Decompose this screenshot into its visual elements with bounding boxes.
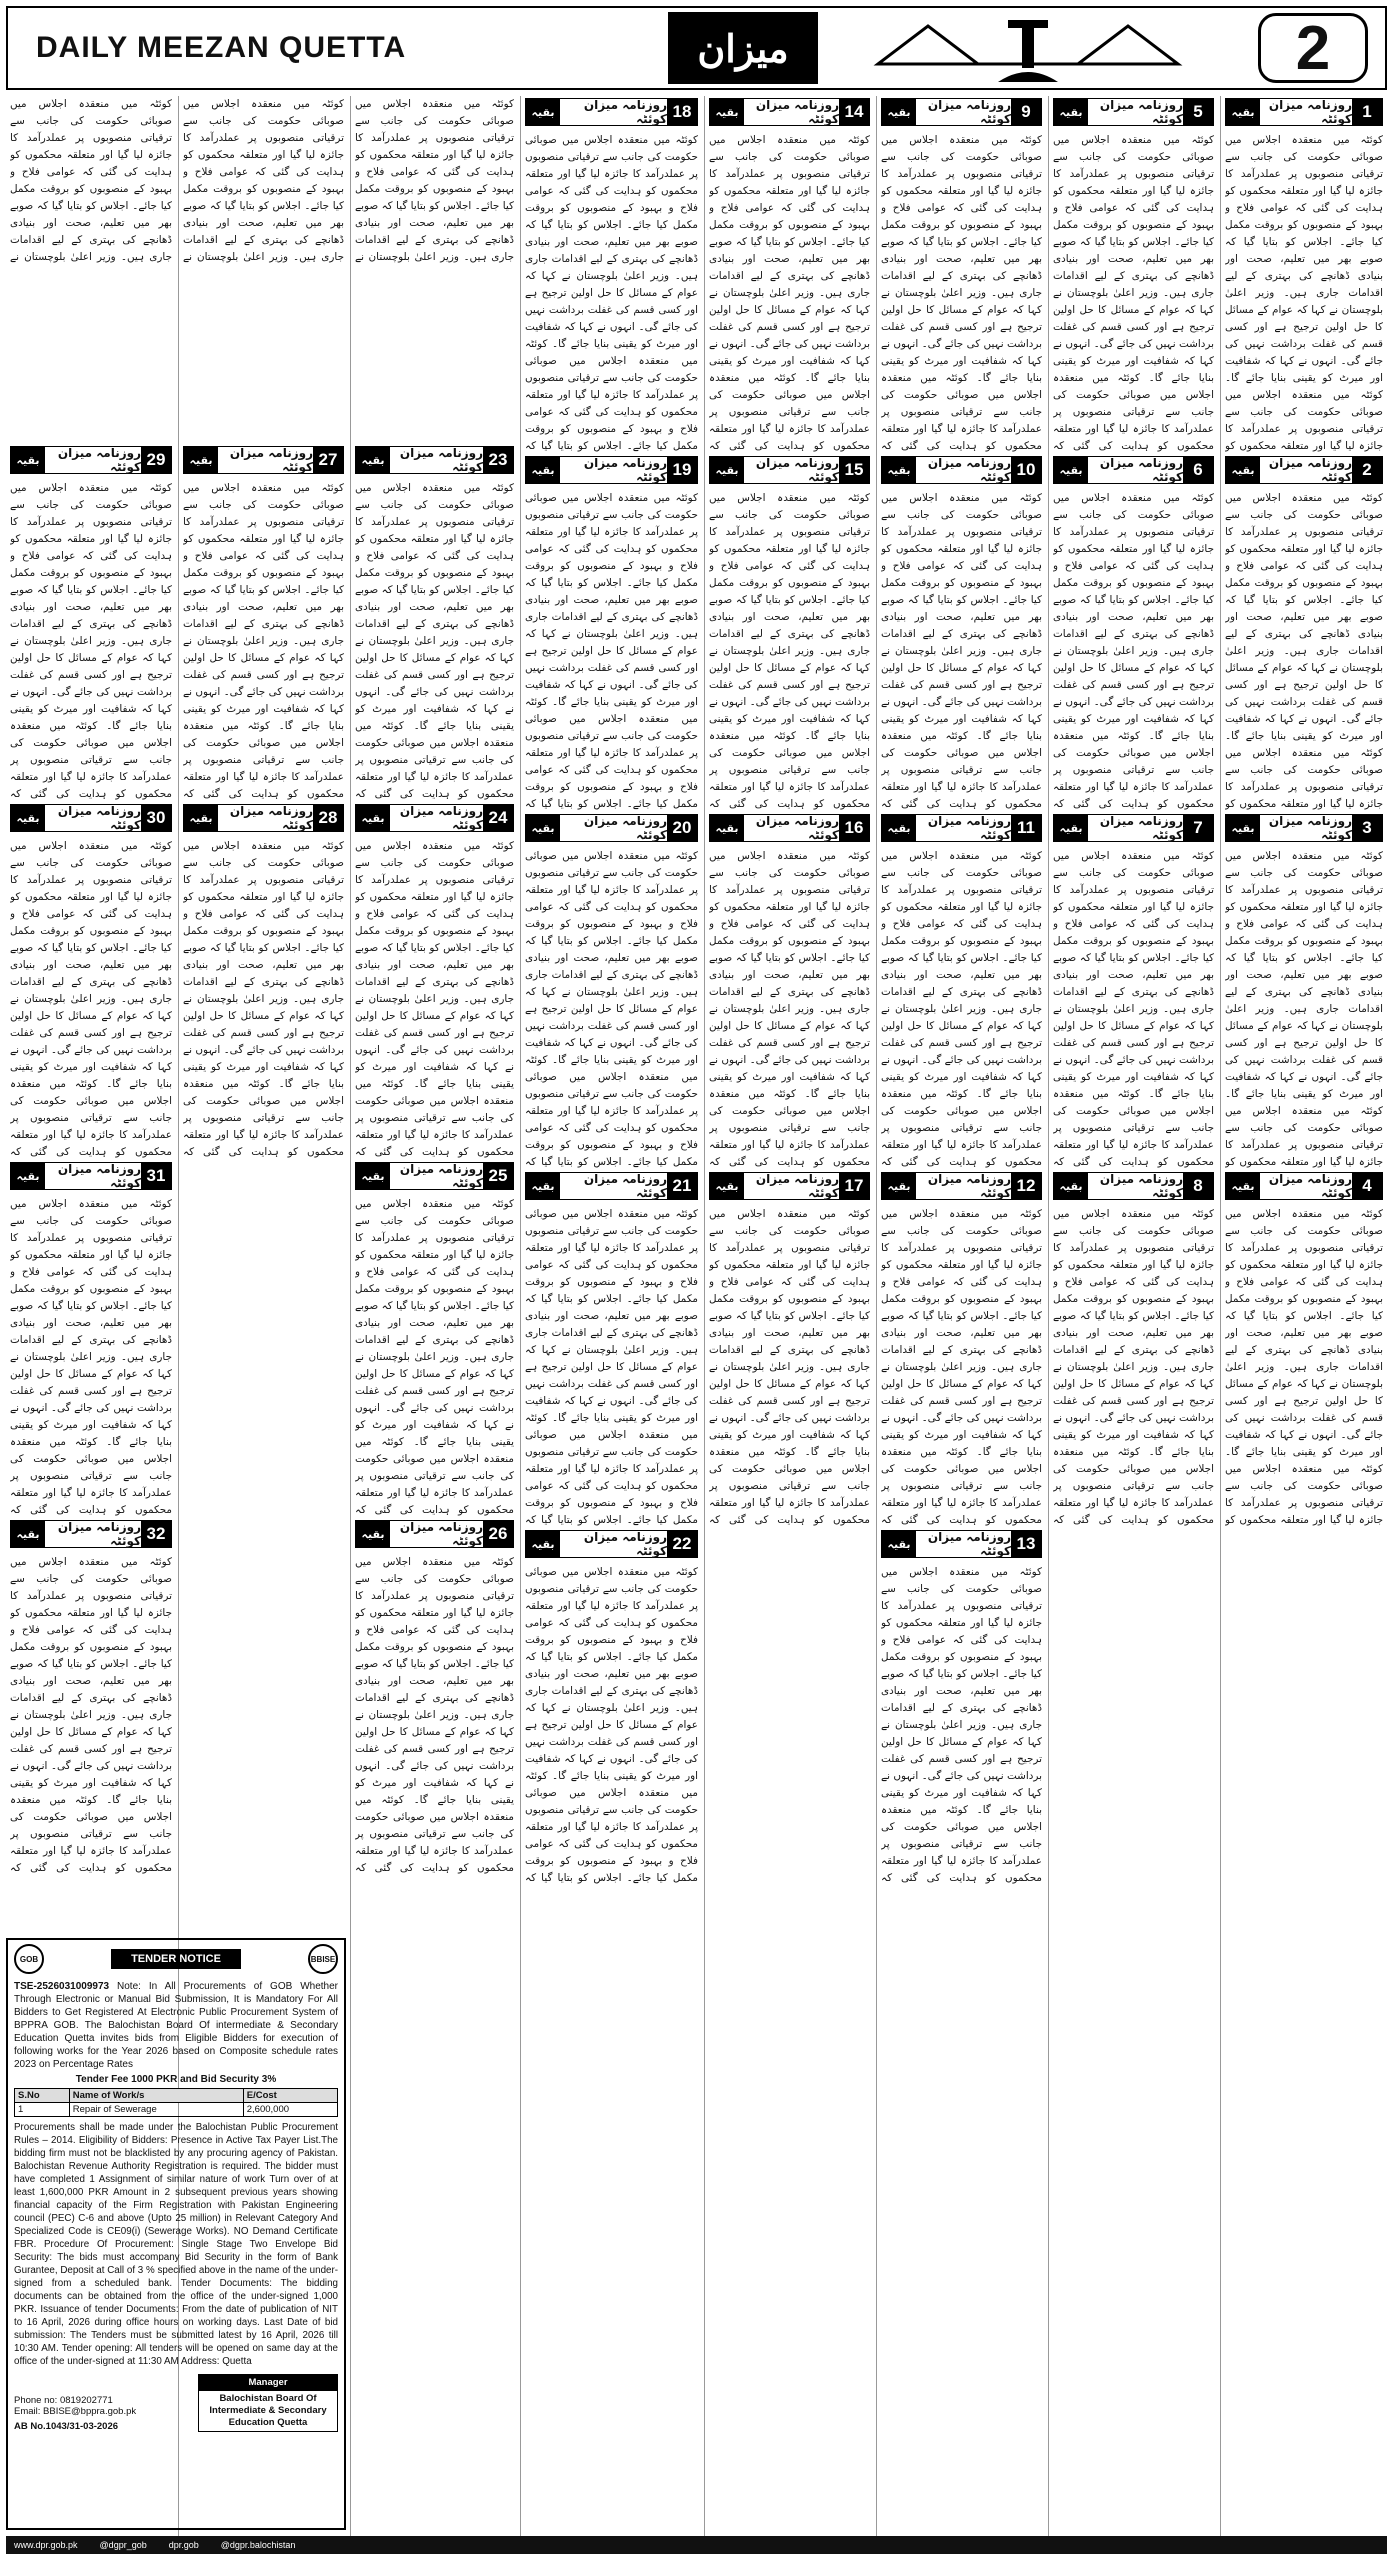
- newspaper-label: روزنامہ میزان کوئٹہ: [927, 1530, 1011, 1558]
- continuation-number: 5: [1183, 99, 1213, 125]
- newspaper-label: روزنامہ میزان کوئٹہ: [755, 1172, 839, 1200]
- article-paragraph: کوئٹہ میں منعقدہ اجلاس میں صوبائی حکومت کی جانب سے ترقیاتی منصوبوں پر عملدرآمد کا جائزہ لیا گیا اور متعلقہ محکموں کو ہدایت کی گئی کہ عوامی فلاح و بہبود کے منصوبوں کو بروقت مکمل کیا جائے۔ اجلاس کو بتایا گیا کہ صوبے بھر میں تعلیم، صحت اور بنیادی ڈھانچے کی بہتری کے لیے اقدامات جاری ہیں۔ وزیر اعلیٰ بلوچستان نے کہا کہ عوام کے مسائل کا حل اولین ترجیح ہے اور کسی قسم کی غفلت برداشت نہیں کی جائے گی۔ انہوں نے کہا کہ شفافیت اور میرٹ کو یقینی بنایا جائے گا۔: [525, 492, 698, 708]
- tender-ab-no: AB No.1043/31-03-2026: [14, 2421, 119, 2432]
- table-row: [15, 2103, 338, 2117]
- continuation-box-header: [1225, 1172, 1383, 1200]
- article-paragraph: کوئٹہ میں منعقدہ اجلاس میں صوبائی حکومت کی جانب سے ترقیاتی منصوبوں پر عملدرآمد کا جائزہ لیا گیا اور متعلقہ محکموں کو ہدایت کی گئی کہ عوامی فلاح و بہبود کے منصوبوں کو بروقت مکمل کیا جائے۔ اجلاس کو بتایا گیا کہ: [525, 1412, 698, 1526]
- col-sno: S.No: [15, 2089, 70, 2103]
- col-cost: E/Cost: [243, 2089, 337, 2103]
- continuation-tag: بقیہ: [526, 457, 560, 483]
- article-text: [881, 1564, 1042, 1884]
- article-text: [881, 490, 1042, 810]
- continuation-number: 20: [667, 815, 697, 841]
- article-paragraph: کوئٹہ میں منعقدہ اجلاس میں صوبائی حکومت کی جانب سے ترقیاتی منصوبوں پر عملدرآمد کا جائزہ لیا گیا اور متعلقہ محکموں کو ہدایت کی گئی کہ عوامی فلاح و بہبود کے منصوبوں کو بروقت مکمل کیا جائے۔ اجلاس کو بتایا گیا کہ صوبے بھر میں تعلیم، صحت اور بنیادی ڈھانچے کی بہتری کے لیے اقدامات جاری ہیں۔ وزیر اعلیٰ بلوچستان نے کہا کہ عوام کے مسائل کا حل اولین ترجیح ہے اور کسی قسم کی غفلت برداشت نہیں کی جائے گی۔ انہوں نے کہا کہ شفافیت اور میرٹ کو یقینی بنایا جائے گا۔: [709, 1208, 870, 1458]
- continuation-number: 15: [839, 457, 869, 483]
- continuation-box-header: [1053, 814, 1214, 842]
- footer-social-strip: [6, 2536, 1387, 2554]
- continuation-number: 27: [313, 447, 343, 473]
- article-paragraph: کوئٹہ میں منعقدہ اجلاس میں صوبائی حکومت کی جانب سے ترقیاتی منصوبوں پر عملدرآمد کا جائزہ لیا گیا اور متعلقہ محکموں کو: [1225, 1105, 1383, 1168]
- masthead: [6, 6, 1387, 90]
- article-paragraph: کوئٹہ میں منعقدہ اجلاس میں صوبائی حکومت کی جانب سے ترقیاتی منصوبوں پر عملدرآمد کا جائزہ لیا گیا اور متعلقہ محکموں کو ہدایت کی گئی کہ: [355, 720, 514, 800]
- continuation-tag: بقیہ: [882, 1531, 916, 1557]
- article-paragraph: کوئٹہ میں منعقدہ اجلاس میں صوبائی حکومت کی جانب سے ترقیاتی منصوبوں پر عملدرآمد کا جائزہ لیا گیا اور متعلقہ محکموں کو ہدایت کی گئی کہ عوامی فلاح و بہبود کے منصوبوں کو بروقت مکمل کیا جائے۔ اجلاس کو بتایا گیا کہ صوبے بھر میں تعلیم، صحت اور بنیادی ڈھانچے کی بہتری کے لیے اقدامات جاری ہیں۔ وزیر اعلیٰ بلوچستان نے کہا کہ عوام کے مسائل کا حل اولین ترجیح ہے اور کسی قسم کی غفلت برداشت نہیں کی جائے گی۔ انہوں نے کہا کہ شفافیت اور میرٹ کو یقینی بنایا جائے گا۔: [881, 1208, 1042, 1458]
- article-paragraph: کوئٹہ میں منعقدہ اجلاس میں صوبائی حکومت کی جانب سے ترقیاتی منصوبوں پر عملدرآمد کا جائزہ لیا گیا اور متعلقہ محکموں کو ہدایت کی گئی کہ: [881, 1804, 1042, 1884]
- newspaper-label: روزنامہ میزان کوئٹہ: [1268, 98, 1352, 126]
- col-work: Name of Work/s: [69, 2089, 243, 2103]
- article-paragraph: کوئٹہ میں منعقدہ اجلاس میں صوبائی حکومت کی جانب سے ترقیاتی منصوبوں پر عملدرآمد کا جائزہ لیا گیا اور متعلقہ محکموں کو ہدایت کی گئی کہ: [183, 720, 344, 800]
- article-paragraph: کوئٹہ میں منعقدہ اجلاس میں صوبائی حکومت کی جانب سے ترقیاتی منصوبوں پر عملدرآمد کا جائزہ لیا گیا اور متعلقہ محکموں کو ہدایت کی گئی کہ عوامی فلاح و بہبود کے منصوبوں کو بروقت مکمل کیا جائے۔ اجلاس کو بتایا گیا کہ: [525, 1770, 698, 1884]
- newspaper-label: روزنامہ میزان کوئٹہ: [399, 446, 483, 474]
- newspaper-label: روزنامہ میزان کوئٹہ: [583, 1530, 667, 1558]
- article-paragraph: کوئٹہ میں منعقدہ اجلاس میں صوبائی حکومت کی جانب سے ترقیاتی منصوبوں پر عملدرآمد کا جائزہ لیا گیا اور متعلقہ محکموں کو ہدایت کی گئی کہ عوامی فلاح و بہبود کے منصوبوں کو بروقت مکمل کیا جائے۔ اجلاس کو بتایا گیا کہ صوبے بھر میں تعلیم، صحت اور بنیادی ڈھانچے کی بہتری کے لیے اقدامات جاری ہیں۔ وزیر اعلیٰ بلوچستان نے کہا کہ عوام کے مسائل کا حل اولین ترجیح ہے اور کسی قسم کی غفلت برداشت نہیں کی جائے گی۔ انہوں نے کہا کہ شفافیت اور میرٹ کو یقینی بنایا جائے گا۔: [10, 482, 172, 732]
- continuation-tag: بقیہ: [11, 805, 45, 831]
- article-paragraph: کوئٹہ میں منعقدہ اجلاس میں صوبائی حکومت کی جانب سے ترقیاتی منصوبوں پر عملدرآمد کا جائزہ لیا گیا اور متعلقہ محکموں کو ہدایت کی گئی کہ عوامی فلاح و بہبود کے منصوبوں کو بروقت مکمل کیا جائے۔ اجلاس کو بتایا گیا کہ صوبے بھر میں تعلیم، صحت اور بنیادی ڈھانچے کی بہتری کے لیے اقدامات جاری ہیں۔ وزیر اعلیٰ بلوچستان نے کہا کہ عوام کے مسائل کا حل اولین ترجیح ہے اور کسی قسم کی غفلت برداشت نہیں کی جائے گی۔ انہوں نے کہا کہ شفافیت اور میرٹ کو یقینی بنایا جائے گا۔: [525, 850, 698, 1066]
- newspaper-label: روزنامہ میزان کوئٹہ: [583, 814, 667, 842]
- continuation-box-header: [10, 446, 172, 474]
- footer-link[interactable]: dpr.gob: [168, 2540, 199, 2550]
- article-paragraph: کوئٹہ میں منعقدہ اجلاس میں صوبائی حکومت کی جانب سے ترقیاتی منصوبوں پر عملدرآمد کا جائزہ لیا گیا اور متعلقہ محکموں کو ہدایت کی گئی کہ: [10, 1078, 172, 1158]
- article-text: [709, 848, 870, 1168]
- continuation-box-header: [709, 98, 870, 126]
- article-text: [10, 96, 172, 266]
- continuation-box-header: [1053, 1172, 1214, 1200]
- article-text: [525, 490, 698, 810]
- tender-body: Procurements shall be made under the Balochistan Public Procurement Rules – 2014. Eligibility of Bidders: Presence in Active Tax Payer List.The bidding firm must not be blacklisted by any procuring agency of Pakistan. Balochistan Revenue Authority Registration is required. The bidder must have completed 1 Assignment of similar nature of work Turn over of at least 1,600,000 PKR Amount in 2 subsequent previous years showing financial capacity of the Firm Registration with Pakistan Engineering council (PEC) C-6 and above (Upto 25 million) in Relevant Category And Specialized Code is CE09(i) (Sewerage Works). NO Demand Certificate FBR. Procedure Of Procurement: Single Stage Two Envelope Bid Security: The bids must accompany Bid Security in the form of Bank Gurantee, Deposit at Call of 3 % specified above in the name of the under-signed from a scheduled bank. Tender Documents: The bidding documents can be obtained from the office of the under-signed 1,000 PKR. Issuance of tender Documents: From the date of publication of NIT to 16 April, 2026 during office hours on working days. Last Date of bid submission: The Tenders must be submitted latest by 16 April, 2026 till 10:30 AM. Tender opening: All tenders will be opened on same day at the office of the under-signed at 11:30 AM Address: Quetta: [14, 2122, 338, 2367]
- article-text: [10, 1554, 172, 1874]
- article-text: [355, 480, 514, 800]
- continuation-number: 32: [141, 1521, 171, 1547]
- continuation-box-header: [525, 1530, 698, 1558]
- page-number: 2: [1258, 13, 1368, 83]
- newspaper-label: روزنامہ میزان کوئٹہ: [1099, 1172, 1183, 1200]
- manager-title: Manager: [199, 2375, 337, 2391]
- article-paragraph: کوئٹہ میں منعقدہ اجلاس میں صوبائی حکومت کی جانب سے ترقیاتی منصوبوں پر عملدرآمد کا جائزہ لیا گیا اور متعلقہ محکموں کو: [1225, 1463, 1383, 1526]
- article-paragraph: کوئٹہ میں منعقدہ اجلاس میں صوبائی حکومت کی جانب سے ترقیاتی منصوبوں پر عملدرآمد کا جائزہ لیا گیا اور متعلقہ محکموں کو ہدایت کی گئی کہ عوامی فلاح و بہبود کے منصوبوں کو بروقت مکمل کیا جائے۔ اجلاس کو بتایا گیا کہ صوبے بھر میں تعلیم، صحت اور بنیادی ڈھانچے کی بہتری کے لیے اقدامات جاری ہیں۔ وزیر اعلیٰ بلوچستان نے کہا کہ عوام کے مسائل کا حل اولین ترجیح ہے اور کسی قسم کی غفلت برداشت نہیں کی جائے گی۔ انہوں نے کہا کہ شفافیت اور میرٹ کو یقینی بنایا جائے گا۔: [1053, 1208, 1214, 1458]
- newspaper-label: روزنامہ میزان کوئٹہ: [1099, 814, 1183, 842]
- continuation-tag: بقیہ: [526, 815, 560, 841]
- article-text: [525, 132, 698, 452]
- continuation-number: 29: [141, 447, 171, 473]
- continuation-tag: بقیہ: [882, 99, 916, 125]
- continuation-number: 31: [141, 1163, 171, 1189]
- newspaper-label: روزنامہ میزان کوئٹہ: [755, 456, 839, 484]
- continuation-number: 17: [839, 1173, 869, 1199]
- continuation-box-header: [1225, 814, 1383, 842]
- article-paragraph: کوئٹہ میں منعقدہ اجلاس میں صوبائی حکومت کی جانب سے ترقیاتی منصوبوں پر عملدرآمد کا جائزہ لیا گیا اور متعلقہ محکموں کو ہدایت کی گئی کہ: [1053, 730, 1214, 810]
- continuation-box-header: [1225, 456, 1383, 484]
- article-text: [1053, 848, 1214, 1168]
- article-paragraph: کوئٹہ میں منعقدہ اجلاس میں صوبائی حکومت کی جانب سے ترقیاتی منصوبوں پر عملدرآمد کا جائزہ لیا گیا اور متعلقہ محکموں کو ہدایت کی گئی کہ: [355, 1794, 514, 1874]
- continuation-number: 8: [1183, 1173, 1213, 1199]
- continuation-tag: بقیہ: [184, 805, 218, 831]
- footer-link[interactable]: @dgpr_gob: [99, 2540, 147, 2550]
- continuation-tag: بقیہ: [710, 99, 744, 125]
- continuation-tag: بقیہ: [1054, 1173, 1088, 1199]
- tender-intro: [14, 1980, 338, 2071]
- continuation-box-header: [709, 456, 870, 484]
- continuation-number: 3: [1352, 815, 1382, 841]
- continuation-tag: بقیہ: [1226, 99, 1260, 125]
- continuation-box-header: [355, 1520, 514, 1548]
- continuation-number: 16: [839, 815, 869, 841]
- continuation-tag: بقیہ: [184, 447, 218, 473]
- continuation-box-header: [183, 446, 344, 474]
- news-column: [704, 96, 874, 2536]
- newspaper-label: روزنامہ میزان کوئٹہ: [755, 814, 839, 842]
- article-text: [355, 1196, 514, 1516]
- newspaper-label: روزنامہ میزان کوئٹہ: [399, 1162, 483, 1190]
- article-paragraph: کوئٹہ میں منعقدہ اجلاس میں صوبائی حکومت کی جانب سے ترقیاتی منصوبوں پر عملدرآمد کا جائزہ لیا گیا اور متعلقہ محکموں کو ہدایت کی گئی کہ عوامی فلاح و بہبود کے منصوبوں کو بروقت مکمل کیا جائے۔ اجلاس کو بتایا گیا کہ صوبے بھر میں تعلیم، صحت اور بنیادی ڈھانچے کی بہتری کے لیے اقدامات جاری ہیں۔ وزیر اعلیٰ بلوچستان نے کہا کہ عوام کے مسائل کا حل اولین ترجیح ہے اور کسی قسم کی غفلت برداشت نہیں کی جائے گی۔ انہوں نے کہا کہ شفافیت اور میرٹ کو یقینی بنایا جائے گا۔: [525, 1566, 698, 1782]
- continuation-number: 10: [1011, 457, 1041, 483]
- article-paragraph: کوئٹہ میں منعقدہ اجلاس میں صوبائی حکومت کی جانب سے ترقیاتی منصوبوں پر عملدرآمد کا جائزہ لیا گیا اور متعلقہ محکموں کو ہدایت کی گئی کہ عوامی فلاح و بہبود کے منصوبوں کو بروقت مکمل کیا جائے۔ اجلاس کو بتایا گیا کہ صوبے بھر میں تعلیم، صحت اور بنیادی ڈھانچے کی بہتری کے لیے اقدامات جاری ہیں۔ وزیر اعلیٰ بلوچستان نے کہا کہ عوام کے مسائل کا حل اولین ترجیح ہے اور کسی قسم کی غفلت برداشت نہیں کی جائے گی۔ انہوں نے کہا کہ شفافیت اور میرٹ کو یقینی بنایا جائے گا۔: [709, 850, 870, 1100]
- continuation-tag: بقیہ: [1054, 815, 1088, 841]
- article-paragraph: کوئٹہ میں منعقدہ اجلاس میں صوبائی حکومت کی جانب سے ترقیاتی منصوبوں پر عملدرآمد کا جائزہ لیا گیا اور متعلقہ محکموں کو ہدایت کی گئی کہ: [881, 1446, 1042, 1526]
- article-text: [10, 480, 172, 800]
- article-paragraph: کوئٹہ میں منعقدہ اجلاس میں صوبائی حکومت کی جانب سے ترقیاتی منصوبوں پر عملدرآمد کا جائزہ لیا گیا اور متعلقہ محکموں کو ہدایت کی گئی کہ: [709, 372, 870, 452]
- article-text: [183, 96, 344, 266]
- continuation-number: 25: [483, 1163, 513, 1189]
- cell-sno: 1: [15, 2103, 70, 2117]
- article-text: [183, 838, 344, 1158]
- newspaper-label: روزنامہ میزان کوئٹہ: [1268, 1172, 1352, 1200]
- article-paragraph: کوئٹہ میں منعقدہ اجلاس میں صوبائی حکومت کی جانب سے ترقیاتی منصوبوں پر عملدرآمد کا جائزہ لیا گیا اور متعلقہ محکموں کو ہدایت کی گئی کہ: [709, 1446, 870, 1526]
- continuation-tag: بقیہ: [11, 1163, 45, 1189]
- continuation-tag: بقیہ: [356, 1521, 390, 1547]
- article-paragraph: کوئٹہ میں منعقدہ اجلاس میں صوبائی حکومت کی جانب سے ترقیاتی منصوبوں پر عملدرآمد کا جائزہ لیا گیا اور متعلقہ محکموں کو: [1225, 747, 1383, 810]
- article-paragraph: کوئٹہ میں منعقدہ اجلاس میں صوبائی حکومت کی جانب سے ترقیاتی منصوبوں پر عملدرآمد کا جائزہ لیا گیا اور متعلقہ محکموں کو ہدایت کی گئی کہ: [881, 730, 1042, 810]
- continuation-number: 2: [1352, 457, 1382, 483]
- article-text: [709, 132, 870, 452]
- cell-work: Repair of Sewerage: [69, 2103, 243, 2117]
- cell-cost: 2,600,000: [243, 2103, 337, 2117]
- continuation-box-header: [1225, 98, 1383, 126]
- article-paragraph: کوئٹہ میں منعقدہ اجلاس میں صوبائی حکومت کی جانب سے ترقیاتی منصوبوں پر عملدرآمد کا جائزہ لیا گیا اور متعلقہ محکموں کو ہدایت کی گئی کہ عوامی فلاح و بہبود کے منصوبوں کو بروقت مکمل کیا جائے۔ اجلاس کو بتایا گیا کہ صوبے بھر میں تعلیم، صحت اور بنیادی ڈھانچے کی بہتری کے لیے اقدامات جاری ہیں۔ وزیر اعلیٰ بلوچستان نے کہا کہ عوام کے مسائل کا حل اولین ترجیح ہے اور کسی قسم کی غفلت برداشت نہیں کی جائے گی۔ انہوں نے کہا کہ شفافیت اور میرٹ کو یقینی بنایا جائے گا۔: [881, 492, 1042, 742]
- newspaper-label: روزنامہ میزان کوئٹہ: [583, 456, 667, 484]
- newspaper-label: روزنامہ میزان کوئٹہ: [927, 814, 1011, 842]
- article-text: [881, 1206, 1042, 1526]
- continuation-tag: بقیہ: [710, 457, 744, 483]
- continuation-tag: بقیہ: [1226, 815, 1260, 841]
- continuation-number: 28: [313, 805, 343, 831]
- article-text: [10, 1196, 172, 1516]
- tender-intro-text: Note: In All Procurements of GOB Whether Through Electronic or Manual Bid Submission, It is Mandatory For All Bidders to Get Registered At Electronic Public Procurement System of BPPRA GOB. The Balochistan Board Of intermediate & Secondary Education Quetta invites bids from Eligible Bidders for execution of following works for the Year 2026 based on Composite schedule rates 2023 on Percentage Rates: [14, 1981, 339, 2070]
- news-column: [1048, 96, 1218, 2536]
- article-text: [709, 490, 870, 810]
- tender-email[interactable]: Email: BBISE@bppra.gob.pk: [14, 2406, 137, 2417]
- continuation-number: 11: [1011, 815, 1041, 841]
- continuation-box-header: [525, 814, 698, 842]
- article-paragraph: کوئٹہ میں منعقدہ اجلاس میں صوبائی حکومت کی جانب سے ترقیاتی منصوبوں پر عملدرآمد کا جائزہ لیا گیا اور متعلقہ محکموں کو ہدایت کی گئی کہ عوامی فلاح و بہبود کے منصوبوں کو بروقت مکمل کیا جائے۔ اجلاس کو بتایا گیا کہ صوبے بھر میں تعلیم، صحت اور بنیادی ڈھانچے کی بہتری کے لیے اقدامات جاری ہیں۔ وزیر اعلیٰ بلوچستان نے کہا کہ عوام کے مسائل کا حل اولین ترجیح ہے اور کسی قسم کی غفلت برداشت نہیں کی جائے گی۔ انہوں نے کہا کہ شفافیت اور میرٹ کو یقینی بنایا جائے گا۔: [355, 840, 514, 1090]
- article-paragraph: کوئٹہ میں منعقدہ اجلاس میں صوبائی حکومت کی جانب سے ترقیاتی منصوبوں پر عملدرآمد کا جائزہ لیا گیا اور متعلقہ محکموں کو ہدایت کی گئی کہ عوامی فلاح و بہبود کے منصوبوں کو بروقت مکمل کیا جائے۔ اجلاس کو بتایا گیا کہ صوبے بھر میں تعلیم، صحت اور بنیادی ڈھانچے کی بہتری کے لیے اقدامات جاری ہیں۔ وزیر اعلیٰ بلوچستان نے کہا کہ عوام کے مسائل کا حل اولین ترجیح ہے اور کسی قسم کی غفلت برداشت نہیں کی جائے گی۔ انہوں نے کہا کہ شفافیت اور میرٹ کو یقینی بنایا جائے گا۔: [1053, 134, 1214, 384]
- article-paragraph: کوئٹہ میں منعقدہ اجلاس میں صوبائی حکومت کی جانب سے ترقیاتی منصوبوں پر عملدرآمد کا جائزہ لیا گیا اور متعلقہ محکموں کو: [1225, 389, 1383, 452]
- continuation-tag: بقیہ: [1054, 457, 1088, 483]
- article-text: [525, 848, 698, 1168]
- article-paragraph: کوئٹہ میں منعقدہ اجلاس میں صوبائی حکومت کی جانب سے ترقیاتی منصوبوں پر عملدرآمد کا جائزہ لیا گیا اور متعلقہ محکموں کو ہدایت کی گئی کہ عوامی فلاح و بہبود کے منصوبوں کو بروقت مکمل کیا جائے۔ اجلاس کو بتایا گیا کہ صوبے بھر میں تعلیم، صحت اور بنیادی ڈھانچے کی بہتری کے لیے اقدامات جاری ہیں۔ وزیر اعلیٰ بلوچستان نے: [355, 98, 514, 263]
- article-paragraph: کوئٹہ میں منعقدہ اجلاس میں صوبائی حکومت کی جانب سے ترقیاتی منصوبوں پر عملدرآمد کا جائزہ لیا گیا اور متعلقہ محکموں کو ہدایت کی گئی کہ: [10, 1436, 172, 1516]
- continuation-box-header: [709, 814, 870, 842]
- continuation-tag: بقیہ: [882, 457, 916, 483]
- continuation-number: 4: [1352, 1173, 1382, 1199]
- article-paragraph: کوئٹہ میں منعقدہ اجلاس میں صوبائی حکومت کی جانب سے ترقیاتی منصوبوں پر عملدرآمد کا جائزہ لیا گیا اور متعلقہ محکموں کو ہدایت کی گئی کہ عوامی فلاح و بہبود کے منصوبوں کو بروقت مکمل کیا جائے۔ اجلاس کو بتایا گیا کہ صوبے بھر میں تعلیم، صحت اور بنیادی ڈھانچے کی بہتری کے لیے اقدامات جاری ہیں۔ وزیر اعلیٰ بلوچستان نے کہا کہ عوام کے مسائل کا حل اولین ترجیح ہے اور کسی قسم کی غفلت برداشت نہیں کی جائے گی۔ انہوں نے کہا کہ شفافیت اور میرٹ کو یقینی بنایا جائے گا۔: [1053, 492, 1214, 742]
- continuation-tag: بقیہ: [356, 447, 390, 473]
- article-paragraph: کوئٹہ میں منعقدہ اجلاس میں صوبائی حکومت کی جانب سے ترقیاتی منصوبوں پر عملدرآمد کا جائزہ لیا گیا اور متعلقہ محکموں کو ہدایت کی گئی کہ: [1053, 1446, 1214, 1526]
- continuation-tag: بقیہ: [356, 805, 390, 831]
- article-paragraph: کوئٹہ میں منعقدہ اجلاس میں صوبائی حکومت کی جانب سے ترقیاتی منصوبوں پر عملدرآمد کا جائزہ لیا گیا اور متعلقہ محکموں کو ہدایت کی گئی کہ عوامی فلاح و بہبود کے منصوبوں کو بروقت مکمل کیا جائے۔ اجلاس کو بتایا گیا کہ صوبے بھر میں تعلیم، صحت اور بنیادی ڈھانچے کی بہتری کے لیے اقدامات جاری ہیں۔ وزیر اعلیٰ بلوچستان نے کہا کہ عوام کے مسائل کا حل اولین ترجیح ہے اور کسی قسم کی غفلت برداشت نہیں کی جائے گی۔ انہوں نے کہا کہ شفافیت اور میرٹ کو یقینی بنایا جائے گا۔: [183, 482, 344, 732]
- article-text: [709, 1206, 870, 1526]
- continuation-tag: بقیہ: [526, 99, 560, 125]
- meezan-logo: میزان: [668, 12, 818, 84]
- newspaper-label: روزنامہ میزان کوئٹہ: [583, 98, 667, 126]
- newspaper-title: DAILY MEEZAN QUETTA: [36, 31, 407, 64]
- news-column: [520, 96, 702, 2536]
- article-paragraph: کوئٹہ میں منعقدہ اجلاس میں صوبائی حکومت کی جانب سے ترقیاتی منصوبوں پر عملدرآمد کا جائزہ لیا گیا اور متعلقہ محکموں کو ہدایت کی گئی کہ عوامی فلاح و بہبود کے منصوبوں کو بروقت مکمل کیا جائے۔ اجلاس کو بتایا گیا کہ صوبے بھر میں تعلیم، صحت اور بنیادی ڈھانچے کی بہتری کے لیے اقدامات جاری ہیں۔ وزیر اعلیٰ بلوچستان نے کہا کہ عوام کے مسائل کا حل اولین ترجیح ہے اور کسی قسم کی غفلت برداشت نہیں کی جائے گی۔ انہوں نے کہا کہ شفافیت اور میرٹ کو یقینی بنایا جائے گا۔: [10, 1556, 172, 1806]
- article-text: [525, 1206, 698, 1526]
- tender-fee: Tender Fee 1000 PKR and Bid Security 3%: [75, 2074, 277, 2085]
- article-paragraph: کوئٹہ میں منعقدہ اجلاس میں صوبائی حکومت کی جانب سے ترقیاتی منصوبوں پر عملدرآمد کا جائزہ لیا گیا اور متعلقہ محکموں کو ہدایت کی گئی کہ عوامی فلاح و بہبود کے منصوبوں کو بروقت مکمل کیا جائے۔ اجلاس کو بتایا گیا کہ صوبے بھر میں تعلیم، صحت اور بنیادی ڈھانچے کی بہتری کے لیے اقدامات جاری ہیں۔ وزیر اعلیٰ بلوچستان نے کہا کہ عوام کے مسائل کا حل اولین ترجیح ہے اور کسی قسم کی غفلت برداشت نہیں کی جائے گی۔ انہوں نے کہا کہ شفافیت اور میرٹ کو یقینی بنایا جائے گا۔: [881, 134, 1042, 384]
- newspaper-label: روزنامہ میزان کوئٹہ: [583, 1172, 667, 1200]
- article-paragraph: کوئٹہ میں منعقدہ اجلاس میں صوبائی حکومت کی جانب سے ترقیاتی منصوبوں پر عملدرآمد کا جائزہ لیا گیا اور متعلقہ محکموں کو ہدایت کی گئی کہ عوامی فلاح و بہبود کے منصوبوں کو بروقت مکمل کیا جائے۔ اجلاس کو بتایا گیا کہ صوبے بھر میں تعلیم، صحت اور بنیادی ڈھانچے کی بہتری کے لیے اقدامات جاری ہیں۔ وزیر اعلیٰ بلوچستان نے کہا کہ عوام کے مسائل کا حل اولین ترجیح ہے اور کسی قسم کی غفلت برداشت نہیں کی جائے گی۔ انہوں نے کہا کہ شفافیت اور میرٹ کو یقینی بنایا جائے گا۔: [881, 1566, 1042, 1816]
- tender-notice: [6, 1938, 346, 2530]
- article-paragraph: کوئٹہ میں منعقدہ اجلاس میں صوبائی حکومت کی جانب سے ترقیاتی منصوبوں پر عملدرآمد کا جائزہ لیا گیا اور متعلقہ محکموں کو ہدایت کی گئی کہ عوامی فلاح و بہبود کے منصوبوں کو بروقت مکمل کیا جائے۔ اجلاس کو بتایا گیا کہ صوبے بھر میں تعلیم، صحت اور بنیادی ڈھانچے کی بہتری کے لیے اقدامات جاری ہیں۔ وزیر اعلیٰ بلوچستان نے کہا کہ عوام کے مسائل کا حل اولین ترجیح ہے اور کسی قسم کی غفلت برداشت نہیں کی جائے گی۔ انہوں نے کہا کہ شفافیت اور میرٹ کو یقینی بنایا جائے گا۔: [709, 134, 870, 384]
- continuation-box-header: [1053, 456, 1214, 484]
- newspaper-label: روزنامہ میزان کوئٹہ: [399, 804, 483, 832]
- article-paragraph: کوئٹہ میں منعقدہ اجلاس میں صوبائی حکومت کی جانب سے ترقیاتی منصوبوں پر عملدرآمد کا جائزہ لیا گیا اور متعلقہ محکموں کو ہدایت کی گئی کہ عوامی فلاح و بہبود کے منصوبوں کو بروقت مکمل کیا جائے۔ اجلاس کو بتایا گیا کہ صوبے بھر میں تعلیم، صحت اور بنیادی ڈھانچے کی بہتری کے لیے اقدامات جاری ہیں۔ وزیر اعلیٰ بلوچستان نے کہا کہ عوام کے مسائل کا حل اولین ترجیح ہے اور کسی قسم کی غفلت برداشت نہیں کی جائے گی۔ انہوں نے کہا کہ شفافیت اور میرٹ کو یقینی بنایا جائے گا۔: [355, 1556, 514, 1806]
- article-text: [525, 1564, 698, 1884]
- continuation-box-header: [525, 98, 698, 126]
- continuation-box-header: [183, 804, 344, 832]
- article-text: [1053, 132, 1214, 452]
- article-paragraph: کوئٹہ میں منعقدہ اجلاس میں صوبائی حکومت کی جانب سے ترقیاتی منصوبوں پر عملدرآمد کا جائزہ لیا گیا اور متعلقہ محکموں کو ہدایت کی گئی کہ: [10, 1794, 172, 1874]
- article-text: [1225, 490, 1383, 810]
- continuation-box-header: [1053, 98, 1214, 126]
- news-column: [876, 96, 1046, 2536]
- continuation-box-header: [10, 804, 172, 832]
- continuation-number: 30: [141, 805, 171, 831]
- article-text: [1225, 848, 1383, 1168]
- newspaper-label: روزنامہ میزان کوئٹہ: [229, 804, 313, 832]
- article-paragraph: کوئٹہ میں منعقدہ اجلاس میں صوبائی حکومت کی جانب سے ترقیاتی منصوبوں پر عملدرآمد کا جائزہ لیا گیا اور متعلقہ محکموں کو ہدایت کی گئی کہ: [881, 1088, 1042, 1168]
- continuation-number: 6: [1183, 457, 1213, 483]
- article-text: [1225, 132, 1383, 452]
- continuation-box-header: [881, 814, 1042, 842]
- continuation-box-header: [525, 1172, 698, 1200]
- tender-phone: Phone no: 0819202771: [14, 2395, 113, 2406]
- continuation-number: 24: [483, 805, 513, 831]
- article-paragraph: کوئٹہ میں منعقدہ اجلاس میں صوبائی حکومت کی جانب سے ترقیاتی منصوبوں پر عملدرآمد کا جائزہ لیا گیا اور متعلقہ محکموں کو ہدایت کی گئی کہ عوامی فلاح و بہبود کے منصوبوں کو بروقت مکمل کیا جائے۔ اجلاس کو بتایا گیا کہ صوبے بھر میں تعلیم، صحت اور بنیادی ڈھانچے کی بہتری کے لیے اقدامات جاری ہیں۔ وزیر اعلیٰ بلوچستان نے کہا کہ عوام کے مسائل کا حل اولین ترجیح ہے اور کسی قسم کی غفلت برداشت نہیں کی جائے گی۔ انہوں نے کہا کہ شفافیت اور میرٹ کو یقینی بنایا جائے گا۔: [1225, 134, 1383, 384]
- article-text: [10, 838, 172, 1158]
- article-paragraph: کوئٹہ میں منعقدہ اجلاس میں صوبائی حکومت کی جانب سے ترقیاتی منصوبوں پر عملدرآمد کا جائزہ لیا گیا اور متعلقہ محکموں کو ہدایت کی گئی کہ عوامی فلاح و بہبود کے منصوبوں کو بروقت مکمل کیا جائے۔ اجلاس کو بتایا گیا کہ صوبے بھر میں تعلیم، صحت اور بنیادی ڈھانچے کی بہتری کے لیے اقدامات جاری ہیں۔ وزیر اعلیٰ بلوچستان نے کہا کہ عوام کے مسائل کا حل اولین ترجیح ہے اور کسی قسم کی غفلت برداشت نہیں کی جائے گی۔ انہوں نے کہا کہ شفافیت اور میرٹ کو یقینی بنایا جائے گا۔: [10, 840, 172, 1090]
- scales-of-justice-icon: [858, 12, 1198, 84]
- board-seal-icon: BBISE: [308, 1944, 338, 1974]
- article-paragraph: کوئٹہ میں منعقدہ اجلاس میں صوبائی حکومت کی جانب سے ترقیاتی منصوبوں پر عملدرآمد کا جائزہ لیا گیا اور متعلقہ محکموں کو ہدایت کی گئی کہ عوامی فلاح و بہبود کے منصوبوں کو بروقت مکمل کیا جائے۔ اجلاس کو بتایا گیا کہ صوبے بھر میں تعلیم، صحت اور بنیادی ڈھانچے کی بہتری کے لیے اقدامات جاری ہیں۔ وزیر اعلیٰ بلوچستان نے: [10, 98, 172, 263]
- continuation-number: 23: [483, 447, 513, 473]
- continuation-box-header: [525, 456, 698, 484]
- continuation-box-header: [881, 1530, 1042, 1558]
- news-column: [6, 96, 176, 1932]
- continuation-box-header: [881, 456, 1042, 484]
- continuation-number: 21: [667, 1173, 697, 1199]
- article-paragraph: کوئٹہ میں منعقدہ اجلاس میں صوبائی حکومت کی جانب سے ترقیاتی منصوبوں پر عملدرآمد کا جائزہ لیا گیا اور متعلقہ محکموں کو ہدایت کی گئی کہ عوامی فلاح و بہبود کے منصوبوں کو بروقت مکمل کیا جائے۔ اجلاس کو بتایا گیا کہ صوبے بھر میں تعلیم، صحت اور بنیادی ڈھانچے کی بہتری کے لیے اقدامات جاری ہیں۔ وزیر اعلیٰ بلوچستان نے کہا کہ عوام کے مسائل کا حل اولین ترجیح ہے اور کسی قسم کی غفلت برداشت نہیں کی جائے گی۔ انہوں نے کہا کہ شفافیت اور میرٹ کو یقینی بنایا جائے گا۔: [183, 840, 344, 1090]
- continuation-box-header: [881, 1172, 1042, 1200]
- newspaper-label: روزنامہ میزان کوئٹہ: [927, 456, 1011, 484]
- continuation-box-header: [10, 1520, 172, 1548]
- newspaper-label: روزنامہ میزان کوئٹہ: [755, 98, 839, 126]
- continuation-box-header: [355, 446, 514, 474]
- continuation-tag: بقیہ: [526, 1173, 560, 1199]
- article-paragraph: کوئٹہ میں منعقدہ اجلاس میں صوبائی حکومت کی جانب سے ترقیاتی منصوبوں پر عملدرآمد کا جائزہ لیا گیا اور متعلقہ محکموں کو ہدایت کی گئی کہ: [709, 730, 870, 810]
- newspaper-label: روزنامہ میزان کوئٹہ: [57, 1520, 141, 1548]
- continuation-number: 14: [839, 99, 869, 125]
- continuation-box-header: [355, 1162, 514, 1190]
- article-paragraph: کوئٹہ میں منعقدہ اجلاس میں صوبائی حکومت کی جانب سے ترقیاتی منصوبوں پر عملدرآمد کا جائزہ لیا گیا اور متعلقہ محکموں کو ہدایت کی گئی کہ: [1053, 372, 1214, 452]
- article-paragraph: کوئٹہ میں منعقدہ اجلاس میں صوبائی حکومت کی جانب سے ترقیاتی منصوبوں پر عملدرآمد کا جائزہ لیا گیا اور متعلقہ محکموں کو ہدایت کی گئی کہ: [10, 720, 172, 800]
- continuation-tag: بقیہ: [11, 447, 45, 473]
- article-text: [355, 96, 514, 266]
- gob-seal-icon: GOB: [14, 1944, 44, 1974]
- article-text: [1225, 1206, 1383, 1526]
- article-paragraph: کوئٹہ میں منعقدہ اجلاس میں صوبائی حکومت کی جانب سے ترقیاتی منصوبوں پر عملدرآمد کا جائزہ لیا گیا اور متعلقہ محکموں کو ہدایت کی گئی کہ: [183, 1078, 344, 1158]
- continuation-tag: بقیہ: [1226, 457, 1260, 483]
- newspaper-label: روزنامہ میزان کوئٹہ: [229, 446, 313, 474]
- footer-link[interactable]: @dgpr.balochistan: [220, 2540, 296, 2550]
- continuation-tag: بقیہ: [1226, 1173, 1260, 1199]
- continuation-box-header: [355, 804, 514, 832]
- article-paragraph: کوئٹہ میں منعقدہ اجلاس میں صوبائی حکومت کی جانب سے ترقیاتی منصوبوں پر عملدرآمد کا جائزہ لیا گیا اور متعلقہ محکموں کو ہدایت کی گئی کہ عوامی فلاح و بہبود کے منصوبوں کو بروقت مکمل کیا جائے۔ اجلاس کو بتایا گیا کہ صوبے بھر میں تعلیم، صحت اور بنیادی ڈھانچے کی بہتری کے لیے اقدامات جاری ہیں۔ وزیر اعلیٰ بلوچستان نے کہا کہ عوام کے مسائل کا حل اولین ترجیح ہے اور کسی قسم کی غفلت برداشت نہیں کی جائے گی۔ انہوں نے کہا کہ شفافیت اور میرٹ کو یقینی بنایا جائے گا۔: [881, 850, 1042, 1100]
- article-paragraph: کوئٹہ میں منعقدہ اجلاس میں صوبائی حکومت کی جانب سے ترقیاتی منصوبوں پر عملدرآمد کا جائزہ لیا گیا اور متعلقہ محکموں کو ہدایت کی گئی کہ عوامی فلاح و بہبود کے منصوبوں کو بروقت مکمل کیا جائے۔ اجلاس کو بتایا گیا کہ صوبے بھر میں تعلیم، صحت اور بنیادی ڈھانچے کی بہتری کے لیے اقدامات جاری ہیں۔ وزیر اعلیٰ بلوچستان نے کہا کہ عوام کے مسائل کا حل اولین ترجیح ہے اور کسی قسم کی غفلت برداشت نہیں کی جائے گی۔ انہوں نے کہا کہ شفافیت اور میرٹ کو یقینی بنایا جائے گا۔: [355, 482, 514, 732]
- article-paragraph: کوئٹہ میں منعقدہ اجلاس میں صوبائی حکومت کی جانب سے ترقیاتی منصوبوں پر عملدرآمد کا جائزہ لیا گیا اور متعلقہ محکموں کو ہدایت کی گئی کہ عوامی فلاح و بہبود کے منصوبوں کو بروقت مکمل کیا جائے۔ اجلاس کو بتایا گیا کہ صوبے بھر میں تعلیم، صحت اور بنیادی ڈھانچے کی بہتری کے لیے اقدامات جاری ہیں۔ وزیر اعلیٰ بلوچستان نے کہا کہ عوام کے مسائل کا حل اولین ترجیح ہے اور کسی قسم کی غفلت برداشت نہیں کی جائے گی۔ انہوں نے کہا کہ شفافیت اور میرٹ کو یقینی بنایا جائے گا۔: [1225, 492, 1383, 742]
- continuation-box-header: [709, 1172, 870, 1200]
- continuation-number: 1: [1352, 99, 1382, 125]
- continuation-number: 19: [667, 457, 697, 483]
- article-text: [183, 480, 344, 800]
- article-paragraph: کوئٹہ میں منعقدہ اجلاس میں صوبائی حکومت کی جانب سے ترقیاتی منصوبوں پر عملدرآمد کا جائزہ لیا گیا اور متعلقہ محکموں کو ہدایت کی گئی کہ عوامی فلاح و بہبود کے منصوبوں کو بروقت مکمل کیا جائے۔ اجلاس کو بتایا گیا کہ صوبے بھر میں تعلیم، صحت اور بنیادی ڈھانچے کی بہتری کے لیے اقدامات جاری ہیں۔ وزیر اعلیٰ بلوچستان نے کہا کہ عوام کے مسائل کا حل اولین ترجیح ہے اور کسی قسم کی غفلت برداشت نہیں کی جائے گی۔ انہوں نے کہا کہ شفافیت اور میرٹ کو یقینی بنایا جائے گا۔: [1053, 850, 1214, 1100]
- newspaper-label: روزنامہ میزان کوئٹہ: [1099, 98, 1183, 126]
- continuation-box-header: [881, 98, 1042, 126]
- article-paragraph: کوئٹہ میں منعقدہ اجلاس میں صوبائی حکومت کی جانب سے ترقیاتی منصوبوں پر عملدرآمد کا جائزہ لیا گیا اور متعلقہ محکموں کو ہدایت کی گئی کہ: [1053, 1088, 1214, 1168]
- continuation-tag: بقیہ: [710, 815, 744, 841]
- manager-signature: [198, 2374, 338, 2432]
- article-text: [1053, 1206, 1214, 1526]
- article-text: [355, 1554, 514, 1874]
- newspaper-label: روزنامہ میزان کوئٹہ: [1099, 456, 1183, 484]
- article-paragraph: کوئٹہ میں منعقدہ اجلاس میں صوبائی حکومت کی جانب سے ترقیاتی منصوبوں پر عملدرآمد کا جائزہ لیا گیا اور متعلقہ محکموں کو ہدایت کی گئی کہ عوامی فلاح و بہبود کے منصوبوں کو بروقت مکمل کیا جائے۔ اجلاس کو بتایا گیا کہ: [525, 1054, 698, 1168]
- continuation-tag: بقیہ: [1054, 99, 1088, 125]
- newspaper-label: روزنامہ میزان کوئٹہ: [1268, 814, 1352, 842]
- article-paragraph: کوئٹہ میں منعقدہ اجلاس میں صوبائی حکومت کی جانب سے ترقیاتی منصوبوں پر عملدرآمد کا جائزہ لیا گیا اور متعلقہ محکموں کو ہدایت کی گئی کہ عوامی فلاح و بہبود کے منصوبوں کو بروقت مکمل کیا جائے۔ اجلاس کو بتایا گیا کہ: [525, 696, 698, 810]
- continuation-box-header: [10, 1162, 172, 1190]
- newspaper-label: روزنامہ میزان کوئٹہ: [927, 98, 1011, 126]
- article-paragraph: کوئٹہ میں منعقدہ اجلاس میں صوبائی حکومت کی جانب سے ترقیاتی منصوبوں پر عملدرآمد کا جائزہ لیا گیا اور متعلقہ محکموں کو ہدایت کی گئی کہ عوامی فلاح و بہبود کے منصوبوں کو بروقت مکمل کیا جائے۔ اجلاس کو بتایا گیا کہ صوبے بھر میں تعلیم، صحت اور بنیادی ڈھانچے کی بہتری کے لیے اقدامات جاری ہیں۔ وزیر اعلیٰ بلوچستان نے کہا کہ عوام کے مسائل کا حل اولین ترجیح ہے اور کسی قسم کی غفلت برداشت نہیں کی جائے گی۔ انہوں نے کہا کہ شفافیت اور میرٹ کو یقینی بنایا جائے گا۔: [709, 492, 870, 742]
- continuation-tag: بقیہ: [356, 1163, 390, 1189]
- article-paragraph: کوئٹہ میں منعقدہ اجلاس میں صوبائی حکومت کی جانب سے ترقیاتی منصوبوں پر عملدرآمد کا جائزہ لیا گیا اور متعلقہ محکموں کو ہدایت کی گئی کہ: [709, 1088, 870, 1168]
- tender-ref: TSE-2526031009973: [14, 1981, 110, 1992]
- continuation-number: 9: [1011, 99, 1041, 125]
- continuation-tag: بقیہ: [11, 1521, 45, 1547]
- news-column: [1220, 96, 1387, 2536]
- article-paragraph: کوئٹہ میں منعقدہ اجلاس میں صوبائی حکومت کی جانب سے ترقیاتی منصوبوں پر عملدرآمد کا جائزہ لیا گیا اور متعلقہ محکموں کو ہدایت کی گئی کہ عوامی فلاح و بہبود کے منصوبوں کو بروقت مکمل کیا جائے۔ اجلاس کو بتایا گیا کہ صوبے بھر میں تعلیم، صحت اور بنیادی ڈھانچے کی بہتری کے لیے اقدامات جاری ہیں۔ وزیر اعلیٰ بلوچستان نے کہا کہ عوام کے مسائل کا حل اولین ترجیح ہے اور کسی قسم کی غفلت برداشت نہیں کی جائے گی۔ انہوں نے کہا کہ شفافیت اور میرٹ کو یقینی بنایا جائے گا۔: [1225, 1208, 1383, 1458]
- newspaper-label: روزنامہ میزان کوئٹہ: [1268, 456, 1352, 484]
- article-text: [881, 132, 1042, 452]
- article-paragraph: کوئٹہ میں منعقدہ اجلاس میں صوبائی حکومت کی جانب سے ترقیاتی منصوبوں پر عملدرآمد کا جائزہ لیا گیا اور متعلقہ محکموں کو ہدایت کی گئی کہ عوامی فلاح و بہبود کے منصوبوں کو بروقت مکمل کیا جائے۔ اجلاس کو بتایا گیا کہ صوبے بھر میں تعلیم، صحت اور بنیادی ڈھانچے کی بہتری کے لیے اقدامات جاری ہیں۔ وزیر اعلیٰ بلوچستان نے کہا کہ عوام کے مسائل کا حل اولین ترجیح ہے اور کسی قسم کی غفلت برداشت نہیں کی جائے گی۔ انہوں نے کہا کہ شفافیت اور میرٹ کو یقینی بنایا جائے گا۔: [355, 1198, 514, 1448]
- article-text: [1053, 490, 1214, 810]
- article-paragraph: کوئٹہ میں منعقدہ اجلاس میں صوبائی حکومت کی جانب سے ترقیاتی منصوبوں پر عملدرآمد کا جائزہ لیا گیا اور متعلقہ محکموں کو ہدایت کی گئی کہ عوامی فلاح و بہبود کے منصوبوں کو بروقت مکمل کیا جائے۔ اجلاس کو بتایا گیا کہ صوبے بھر میں تعلیم، صحت اور بنیادی ڈھانچے کی بہتری کے لیے اقدامات جاری ہیں۔ وزیر اعلیٰ بلوچستان نے کہا کہ عوام کے مسائل کا حل اولین ترجیح ہے اور کسی قسم کی غفلت برداشت نہیں کی جائے گی۔ انہوں نے کہا کہ شفافیت اور میرٹ کو یقینی بنایا جائے گا۔: [10, 1198, 172, 1448]
- continuation-tag: بقیہ: [882, 815, 916, 841]
- continuation-number: 13: [1011, 1531, 1041, 1557]
- footer-link[interactable]: www.dpr.gob.pk: [14, 2540, 78, 2550]
- newspaper-label: روزنامہ میزان کوئٹہ: [57, 804, 141, 832]
- newspaper-label: روزنامہ میزان کوئٹہ: [57, 446, 141, 474]
- newspaper-label: روزنامہ میزان کوئٹہ: [927, 1172, 1011, 1200]
- news-column: [350, 96, 518, 2536]
- article-paragraph: کوئٹہ میں منعقدہ اجلاس میں صوبائی حکومت کی جانب سے ترقیاتی منصوبوں پر عملدرآمد کا جائزہ لیا گیا اور متعلقہ محکموں کو ہدایت کی گئی کہ: [881, 372, 1042, 452]
- article-paragraph: کوئٹہ میں منعقدہ اجلاس میں صوبائی حکومت کی جانب سے ترقیاتی منصوبوں پر عملدرآمد کا جائزہ لیا گیا اور متعلقہ محکموں کو ہدایت کی گئی کہ عوامی فلاح و بہبود کے منصوبوں کو بروقت مکمل کیا جائے۔ اجلاس کو بتایا گیا کہ: [525, 338, 698, 452]
- continuation-tag: بقیہ: [710, 1173, 744, 1199]
- article-text: [355, 838, 514, 1158]
- continuation-tag: بقیہ: [882, 1173, 916, 1199]
- tender-title: TENDER NOTICE: [111, 1949, 241, 1969]
- manager-org: Balochistan Board Of Intermediate & Secondary Education Quetta: [209, 2393, 327, 2428]
- continuation-number: 12: [1011, 1173, 1041, 1199]
- tender-table: [14, 2088, 338, 2117]
- newspaper-label: روزنامہ میزان کوئٹہ: [399, 1520, 483, 1548]
- article-paragraph: کوئٹہ میں منعقدہ اجلاس میں صوبائی حکومت کی جانب سے ترقیاتی منصوبوں پر عملدرآمد کا جائزہ لیا گیا اور متعلقہ محکموں کو ہدایت کی گئی کہ: [355, 1436, 514, 1516]
- continuation-number: 7: [1183, 815, 1213, 841]
- continuation-number: 26: [483, 1521, 513, 1547]
- article-paragraph: کوئٹہ میں منعقدہ اجلاس میں صوبائی حکومت کی جانب سے ترقیاتی منصوبوں پر عملدرآمد کا جائزہ لیا گیا اور متعلقہ محکموں کو ہدایت کی گئی کہ: [355, 1078, 514, 1158]
- article-paragraph: کوئٹہ میں منعقدہ اجلاس میں صوبائی حکومت کی جانب سے ترقیاتی منصوبوں پر عملدرآمد کا جائزہ لیا گیا اور متعلقہ محکموں کو ہدایت کی گئی کہ عوامی فلاح و بہبود کے منصوبوں کو بروقت مکمل کیا جائے۔ اجلاس کو بتایا گیا کہ صوبے بھر میں تعلیم، صحت اور بنیادی ڈھانچے کی بہتری کے لیے اقدامات جاری ہیں۔ وزیر اعلیٰ بلوچستان نے کہا کہ عوام کے مسائل کا حل اولین ترجیح ہے اور کسی قسم کی غفلت برداشت نہیں کی جائے گی۔ انہوں نے کہا کہ شفافیت اور میرٹ کو یقینی بنایا جائے گا۔: [525, 134, 698, 350]
- article-paragraph: کوئٹہ میں منعقدہ اجلاس میں صوبائی حکومت کی جانب سے ترقیاتی منصوبوں پر عملدرآمد کا جائزہ لیا گیا اور متعلقہ محکموں کو ہدایت کی گئی کہ عوامی فلاح و بہبود کے منصوبوں کو بروقت مکمل کیا جائے۔ اجلاس کو بتایا گیا کہ صوبے بھر میں تعلیم، صحت اور بنیادی ڈھانچے کی بہتری کے لیے اقدامات جاری ہیں۔ وزیر اعلیٰ بلوچستان نے کہا کہ عوام کے مسائل کا حل اولین ترجیح ہے اور کسی قسم کی غفلت برداشت نہیں کی جائے گی۔ انہوں نے کہا کہ شفافیت اور میرٹ کو یقینی بنایا جائے گا۔: [1225, 850, 1383, 1100]
- continuation-tag: بقیہ: [526, 1531, 560, 1557]
- newspaper-label: روزنامہ میزان کوئٹہ: [57, 1162, 141, 1190]
- continuation-number: 18: [667, 99, 697, 125]
- article-paragraph: کوئٹہ میں منعقدہ اجلاس میں صوبائی حکومت کی جانب سے ترقیاتی منصوبوں پر عملدرآمد کا جائزہ لیا گیا اور متعلقہ محکموں کو ہدایت کی گئی کہ عوامی فلاح و بہبود کے منصوبوں کو بروقت مکمل کیا جائے۔ اجلاس کو بتایا گیا کہ صوبے بھر میں تعلیم، صحت اور بنیادی ڈھانچے کی بہتری کے لیے اقدامات جاری ہیں۔ وزیر اعلیٰ بلوچستان نے: [183, 98, 344, 263]
- article-paragraph: کوئٹہ میں منعقدہ اجلاس میں صوبائی حکومت کی جانب سے ترقیاتی منصوبوں پر عملدرآمد کا جائزہ لیا گیا اور متعلقہ محکموں کو ہدایت کی گئی کہ عوامی فلاح و بہبود کے منصوبوں کو بروقت مکمل کیا جائے۔ اجلاس کو بتایا گیا کہ صوبے بھر میں تعلیم، صحت اور بنیادی ڈھانچے کی بہتری کے لیے اقدامات جاری ہیں۔ وزیر اعلیٰ بلوچستان نے کہا کہ عوام کے مسائل کا حل اولین ترجیح ہے اور کسی قسم کی غفلت برداشت نہیں کی جائے گی۔ انہوں نے کہا کہ شفافیت اور میرٹ کو یقینی بنایا جائے گا۔: [525, 1208, 698, 1424]
- continuation-number: 22: [667, 1531, 697, 1557]
- article-text: [881, 848, 1042, 1168]
